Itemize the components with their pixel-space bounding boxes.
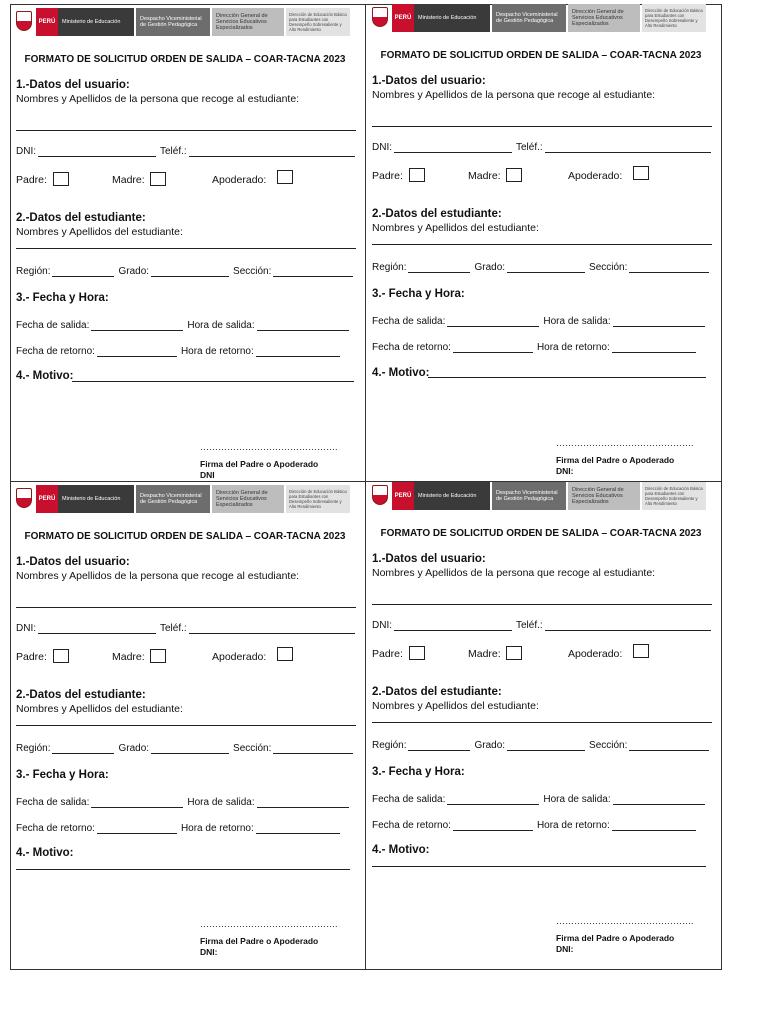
header-banner (370, 482, 716, 510)
hora-salida-label: Hora de salida: (187, 320, 255, 331)
direccion-dgeb-label: Dirección de Educación Básica para Estudiantes con Desempeño Sobresaliente y Alto Rendimiento (286, 485, 350, 513)
grado-field[interactable] (507, 263, 585, 273)
dni-row (16, 623, 355, 634)
salida-row (16, 797, 349, 808)
dni-signature-label: DNI: (200, 947, 218, 957)
madre-label: Madre: (112, 651, 145, 663)
form-bottom-left (10, 481, 360, 957)
firma-label: Firma del Padre o Apoderado (556, 455, 675, 465)
grado-label: Grado: (118, 266, 150, 277)
direccion-dgse-label: Dirección General de Servicios Educativos Especializados (212, 485, 284, 513)
hora-salida-label: Hora de salida: (543, 794, 611, 805)
direccion-dgse-label: Dirección General de Servicios Educativos Especializados (568, 4, 640, 32)
student-name-label: Nombres y Apellidos del estudiante: (16, 703, 183, 715)
dni-label: DNI: (372, 142, 392, 153)
fecha-retorno-field[interactable] (453, 821, 533, 831)
madre-label: Madre: (112, 174, 145, 186)
user-name-label: Nombres y Apellidos de la persona que recoge al estudiante: (16, 93, 300, 105)
region-label: Región: (16, 743, 51, 754)
despacho-label: Despacho Viceministerial de Gestión Pedagógica (492, 4, 566, 32)
despacho-label: Despacho Viceministerial de Gestión Pedagógica (136, 485, 210, 513)
direccion-dgeb-label: Dirección de Educación Básica para Estudiantes con Desempeño Sobresaliente y Alto Rendimiento (286, 8, 350, 36)
apoderado-checkbox[interactable] (277, 647, 293, 661)
form-bottom-right (366, 478, 716, 954)
coat-of-arms-icon (370, 4, 390, 30)
fecha-retorno-field[interactable] (97, 824, 177, 834)
fecha-retorno-field[interactable] (97, 347, 177, 357)
seccion-field[interactable] (629, 263, 709, 273)
fecha-salida-field[interactable] (91, 321, 183, 331)
student-name-field[interactable] (372, 722, 712, 723)
apoderado-label: Apoderado: (568, 170, 623, 182)
region-label: Región: (372, 262, 407, 273)
form-title: FORMATO DE SOLICITUD ORDEN DE SALIDA – COAR-TACNA 2023 (24, 54, 346, 65)
student-row (372, 262, 709, 273)
coat-of-arms-icon (370, 482, 390, 508)
apoderado-checkbox[interactable] (633, 166, 649, 180)
telef-label: Teléf.: (160, 146, 187, 157)
user-name-field[interactable] (372, 126, 712, 127)
section-motivo-heading: 4.- Motivo: (372, 367, 430, 379)
direccion-dgeb-label: Dirección de Educación Básica para Estudiantes con Desempeño Sobresaliente y Alto Rendimiento (642, 4, 706, 32)
fecha-salida-label: Fecha de salida: (16, 797, 90, 808)
hora-salida-field[interactable] (613, 795, 705, 805)
student-name-field[interactable] (16, 248, 356, 249)
salida-row (372, 316, 705, 327)
user-name-label: Nombres y Apellidos de la persona que recoge al estudiante: (16, 570, 300, 582)
salida-row (16, 320, 349, 331)
retorno-row (16, 346, 340, 357)
region-field[interactable] (408, 741, 470, 751)
dni-field[interactable] (38, 147, 156, 157)
fecha-salida-field[interactable] (447, 317, 539, 327)
salida-row (372, 794, 705, 805)
dni-label: DNI: (16, 623, 36, 634)
hora-retorno-field[interactable] (256, 347, 340, 357)
apoderado-label: Apoderado: (212, 651, 267, 663)
header-banner (14, 8, 360, 36)
fecha-retorno-label: Fecha de retorno: (16, 346, 95, 357)
peru-label: PERÚ (392, 482, 414, 510)
padre-label: Padre: (372, 648, 403, 660)
signature-line: ………………………………………. (556, 438, 694, 448)
signature-label (556, 455, 674, 477)
madre-checkbox[interactable] (506, 646, 522, 660)
dni-field[interactable] (38, 624, 156, 634)
hora-retorno-field[interactable] (612, 821, 696, 831)
grado-label: Grado: (474, 262, 506, 273)
retorno-row (372, 820, 696, 831)
region-label: Región: (16, 266, 51, 277)
hora-retorno-label: Hora de retorno: (180, 346, 254, 357)
grado-field[interactable] (507, 741, 585, 751)
region-field[interactable] (52, 744, 114, 754)
seccion-field[interactable] (629, 741, 709, 751)
ministerio-label: Ministerio de Educación (414, 4, 490, 32)
peru-label: PERÚ (392, 4, 414, 32)
signature-label (200, 459, 318, 481)
section-motivo-heading: 4.- Motivo: (16, 847, 74, 859)
student-name-field[interactable] (372, 244, 712, 245)
fecha-retorno-label: Fecha de retorno: (372, 820, 451, 831)
student-row (16, 266, 353, 277)
fecha-salida-field[interactable] (447, 795, 539, 805)
hora-salida-field[interactable] (613, 317, 705, 327)
section-student-heading: 2.-Datos del estudiante: (16, 212, 146, 224)
ministerio-label: Ministerio de Educación (58, 8, 134, 36)
firma-label: Firma del Padre o Apoderado (200, 459, 319, 469)
section-motivo-heading: 4.- Motivo: (16, 370, 74, 382)
retorno-row (16, 823, 340, 834)
dni-row (372, 142, 711, 153)
user-name-field[interactable] (16, 130, 356, 131)
user-name-field[interactable] (16, 607, 356, 608)
direccion-dgse-label: Dirección General de Servicios Educativos Especializados (568, 482, 640, 510)
section-user-heading: 1.-Datos del usuario: (372, 553, 486, 565)
seccion-label: Sección: (233, 266, 272, 277)
region-field[interactable] (408, 263, 470, 273)
form-top-left (10, 4, 360, 480)
padre-label: Padre: (372, 170, 403, 182)
telef-field[interactable] (189, 147, 355, 157)
peru-label: PERÚ (36, 8, 58, 36)
student-name-label: Nombres y Apellidos del estudiante: (16, 226, 183, 238)
seccion-field[interactable] (273, 744, 353, 754)
section-date-heading: 3.- Fecha y Hora: (372, 766, 465, 778)
padre-checkbox[interactable] (409, 168, 425, 182)
fecha-retorno-label: Fecha de retorno: (372, 342, 451, 353)
fecha-retorno-label: Fecha de retorno: (16, 823, 95, 834)
section-date-heading: 3.- Fecha y Hora: (16, 292, 109, 304)
user-name-field[interactable] (372, 604, 712, 605)
dni-field[interactable] (394, 621, 512, 631)
hora-retorno-label: Hora de retorno: (536, 342, 610, 353)
grado-field[interactable] (151, 744, 229, 754)
dni-signature-label: DNI: (556, 466, 574, 476)
seccion-field[interactable] (273, 267, 353, 277)
hora-retorno-label: Hora de retorno: (536, 820, 610, 831)
header-banner (370, 4, 716, 32)
section-student-heading: 2.-Datos del estudiante: (16, 689, 146, 701)
form-title: FORMATO DE SOLICITUD ORDEN DE SALIDA – COAR-TACNA 2023 (380, 50, 702, 61)
hora-salida-label: Hora de salida: (543, 316, 611, 327)
dni-field[interactable] (394, 143, 512, 153)
seccion-label: Sección: (589, 740, 628, 751)
fecha-salida-label: Fecha de salida: (372, 316, 446, 327)
signature-line: ………………………………………. (200, 919, 338, 929)
student-name-label: Nombres y Apellidos del estudiante: (372, 700, 539, 712)
form-title: FORMATO DE SOLICITUD ORDEN DE SALIDA – COAR-TACNA 2023 (24, 531, 346, 542)
motivo-field[interactable] (428, 377, 706, 378)
section-user-heading: 1.-Datos del usuario: (372, 75, 486, 87)
fecha-salida-label: Fecha de salida: (16, 320, 90, 331)
section-student-heading: 2.-Datos del estudiante: (372, 686, 502, 698)
direccion-dgse-label: Dirección General de Servicios Educativos Especializados (212, 8, 284, 36)
section-date-heading: 3.- Fecha y Hora: (16, 769, 109, 781)
section-user-heading: 1.-Datos del usuario: (16, 556, 130, 568)
firma-label: Firma del Padre o Apoderado (556, 933, 675, 943)
firma-label: Firma del Padre o Apoderado (200, 936, 319, 946)
dni-label: DNI: (16, 146, 36, 157)
dni-row (16, 146, 355, 157)
apoderado-label: Apoderado: (568, 648, 623, 660)
form-title: FORMATO DE SOLICITUD ORDEN DE SALIDA – COAR-TACNA 2023 (380, 528, 702, 539)
seccion-label: Sección: (589, 262, 628, 273)
despacho-label: Despacho Viceministerial de Gestión Pedagógica (136, 8, 210, 36)
grado-label: Grado: (118, 743, 150, 754)
hora-retorno-field[interactable] (612, 343, 696, 353)
padre-checkbox[interactable] (53, 172, 69, 186)
dni-row (372, 620, 711, 631)
telef-label: Teléf.: (516, 142, 543, 153)
apoderado-checkbox[interactable] (633, 644, 649, 658)
student-row (16, 743, 353, 754)
header-banner (14, 485, 360, 513)
hora-retorno-field[interactable] (256, 824, 340, 834)
signature-label (200, 936, 318, 958)
region-field[interactable] (52, 267, 114, 277)
section-motivo-heading: 4.- Motivo: (372, 844, 430, 856)
dni-label: DNI: (372, 620, 392, 631)
fecha-retorno-field[interactable] (453, 343, 533, 353)
padre-label: Padre: (16, 651, 47, 663)
ministerio-label: Ministerio de Educación (58, 485, 134, 513)
region-label: Región: (372, 740, 407, 751)
user-name-label: Nombres y Apellidos de la persona que recoge al estudiante: (372, 89, 656, 101)
telef-label: Teléf.: (516, 620, 543, 631)
hora-salida-field[interactable] (257, 321, 349, 331)
madre-checkbox[interactable] (150, 172, 166, 186)
madre-label: Madre: (468, 648, 501, 660)
section-student-heading: 2.-Datos del estudiante: (372, 208, 502, 220)
madre-checkbox[interactable] (506, 168, 522, 182)
despacho-label: Despacho Viceministerial de Gestión Pedagógica (492, 482, 566, 510)
padre-checkbox[interactable] (53, 649, 69, 663)
coat-of-arms-icon (14, 8, 34, 34)
hora-salida-field[interactable] (257, 798, 349, 808)
student-name-field[interactable] (16, 725, 356, 726)
ministerio-label: Ministerio de Educación (414, 482, 490, 510)
user-name-label: Nombres y Apellidos de la persona que recoge al estudiante: (372, 567, 656, 579)
coat-of-arms-icon (14, 485, 34, 511)
motivo-field[interactable] (16, 869, 350, 870)
retorno-row (372, 342, 696, 353)
signature-line: ………………………………………. (556, 916, 694, 926)
padre-checkbox[interactable] (409, 646, 425, 660)
hora-retorno-label: Hora de retorno: (180, 823, 254, 834)
dni-signature-label: DNI (200, 470, 215, 480)
fecha-salida-field[interactable] (91, 798, 183, 808)
hora-salida-label: Hora de salida: (187, 797, 255, 808)
telef-field[interactable] (189, 624, 355, 634)
direccion-dgeb-label: Dirección de Educación Básica para Estudiantes con Desempeño Sobresaliente y Alto Rendimiento (642, 482, 706, 510)
form-top-right (366, 0, 716, 476)
signature-label (556, 933, 674, 955)
grado-field[interactable] (151, 267, 229, 277)
grado-label: Grado: (474, 740, 506, 751)
motivo-field[interactable] (372, 866, 706, 867)
telef-field[interactable] (545, 621, 711, 631)
fecha-salida-label: Fecha de salida: (372, 794, 446, 805)
madre-label: Madre: (468, 170, 501, 182)
seccion-label: Sección: (233, 743, 272, 754)
motivo-field[interactable] (72, 381, 354, 382)
peru-label: PERÚ (36, 485, 58, 513)
padre-label: Padre: (16, 174, 47, 186)
apoderado-checkbox[interactable] (277, 170, 293, 184)
telef-field[interactable] (545, 143, 711, 153)
section-user-heading: 1.-Datos del usuario: (16, 79, 130, 91)
telef-label: Teléf.: (160, 623, 187, 634)
student-row (372, 740, 709, 751)
section-date-heading: 3.- Fecha y Hora: (372, 288, 465, 300)
madre-checkbox[interactable] (150, 649, 166, 663)
student-name-label: Nombres y Apellidos del estudiante: (372, 222, 539, 234)
apoderado-label: Apoderado: (212, 174, 267, 186)
signature-line: ………………………………………. (200, 442, 338, 452)
dni-signature-label: DNI: (556, 944, 574, 954)
